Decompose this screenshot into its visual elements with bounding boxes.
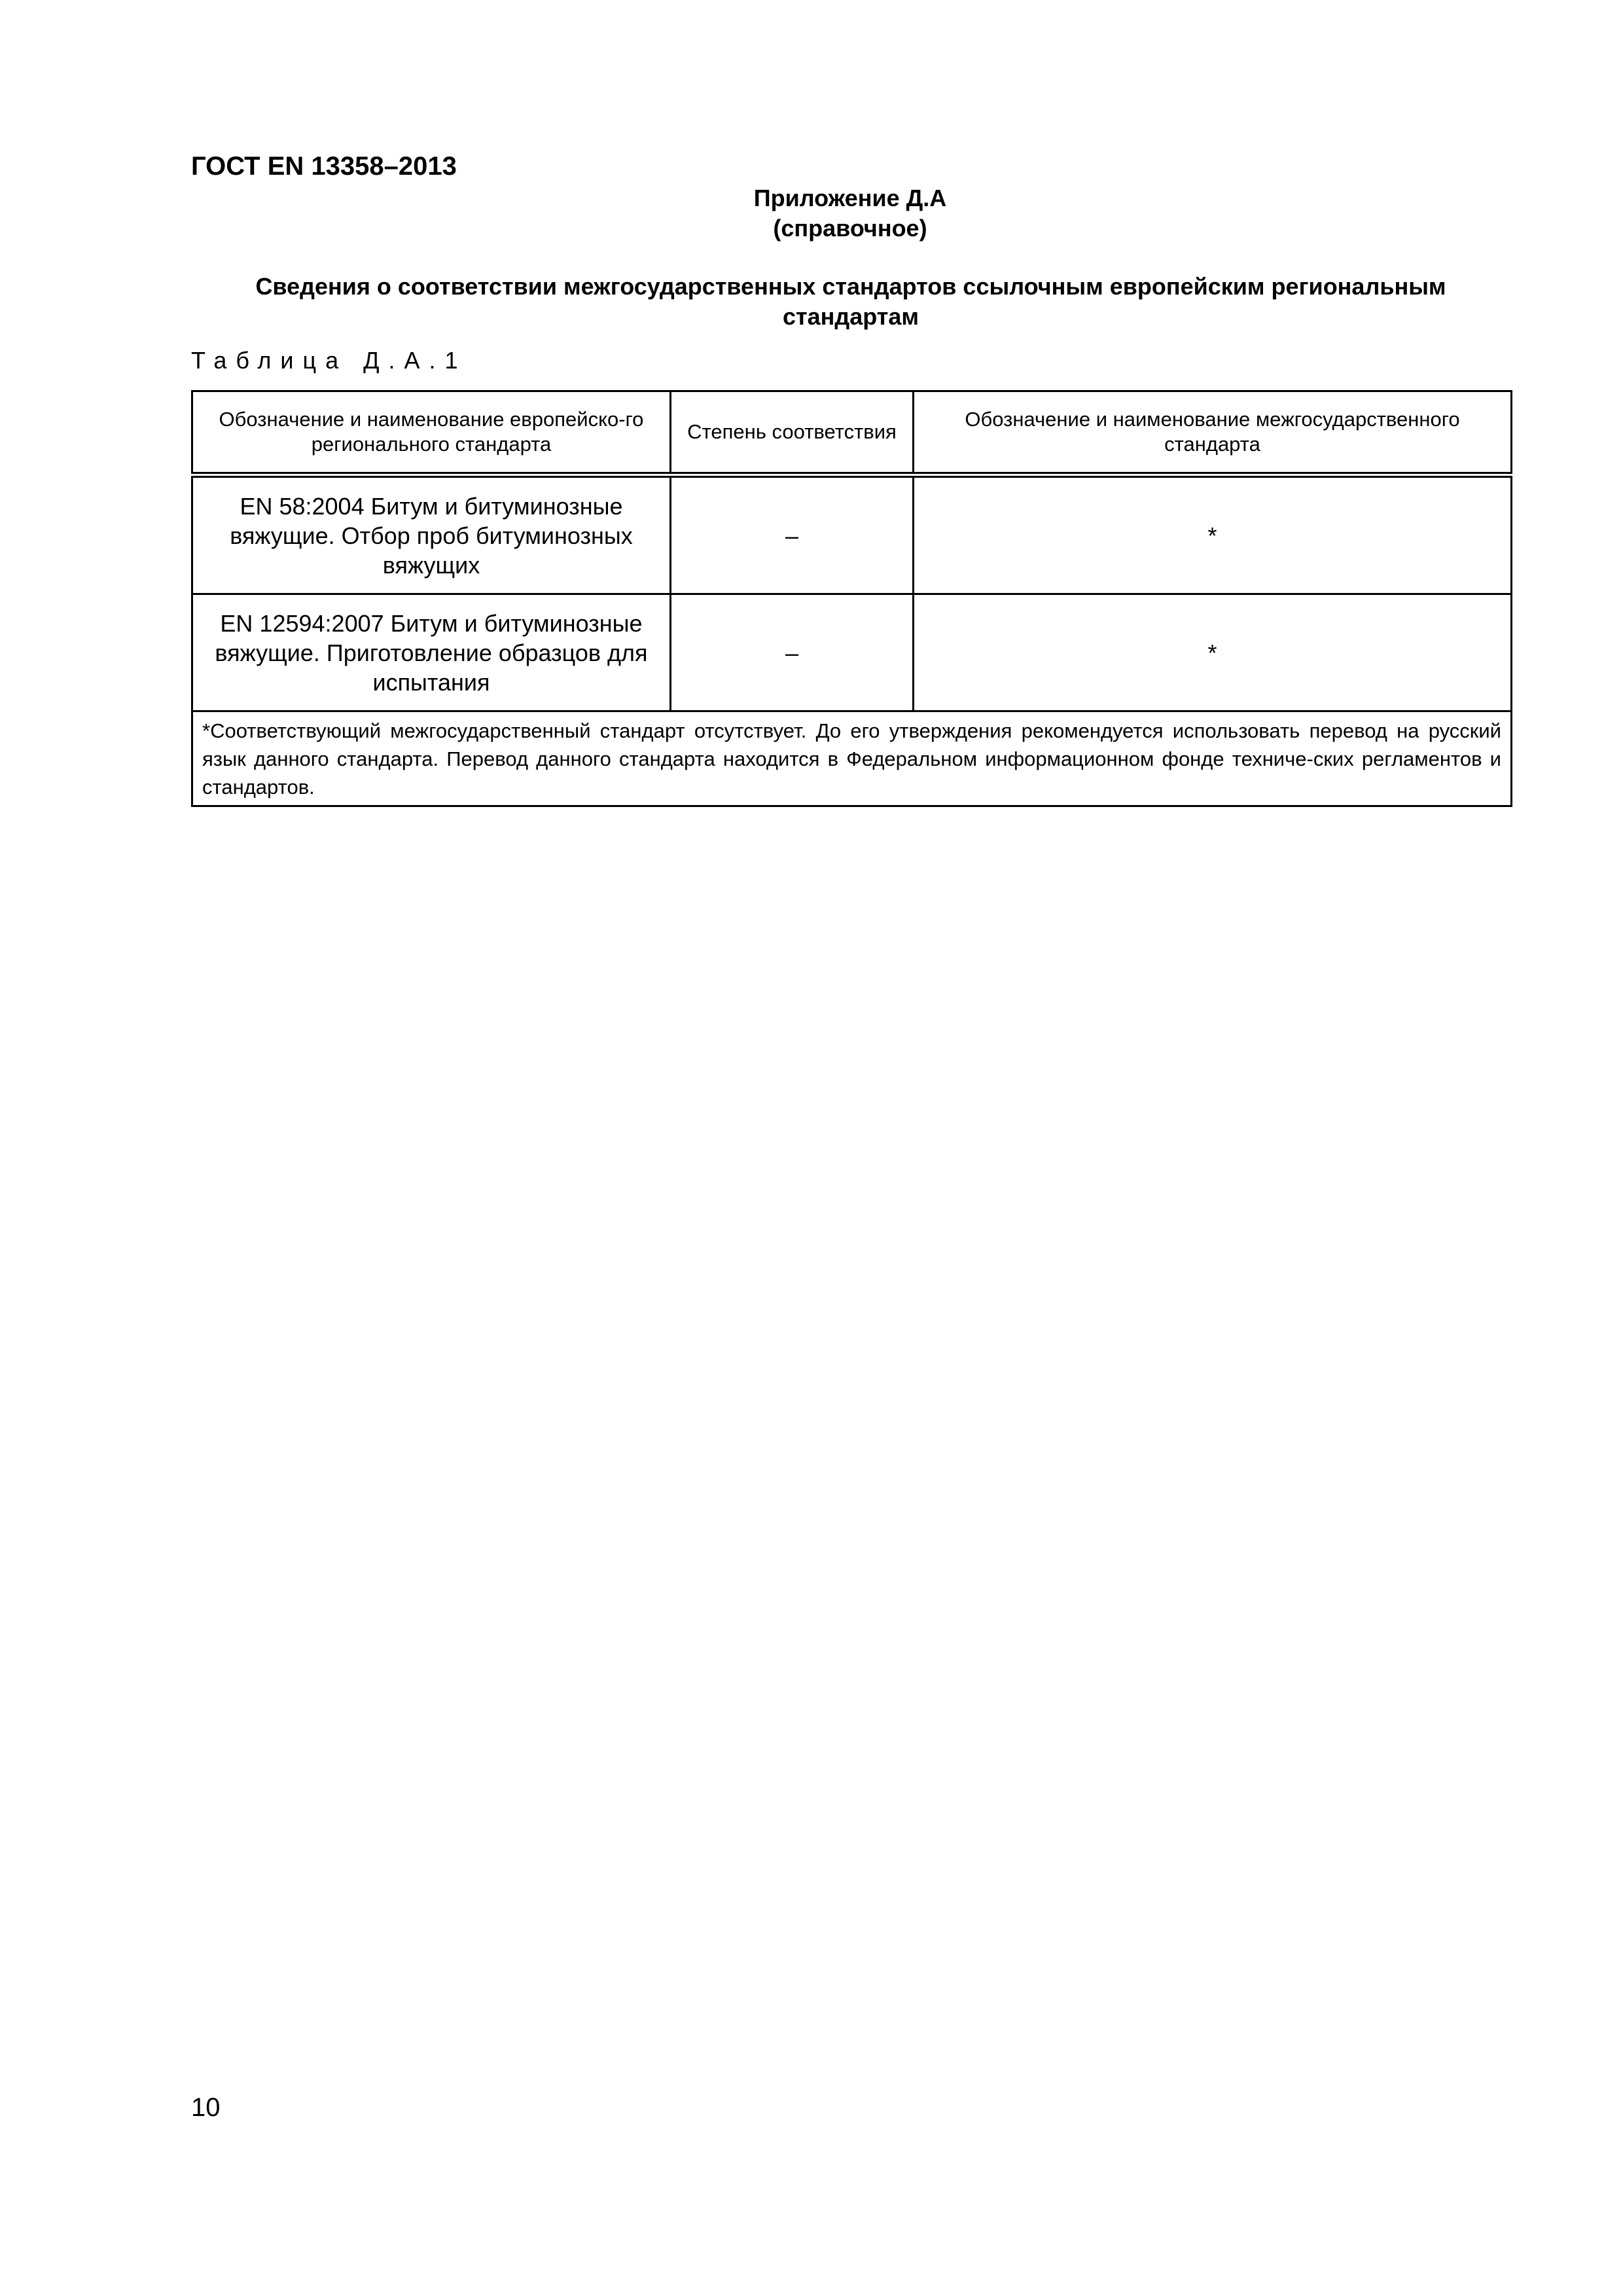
page-number: 10 [191, 2093, 221, 2122]
correspondence-table [191, 390, 1512, 807]
correspondence-table-container [191, 390, 1510, 807]
table-row [192, 475, 1512, 594]
table-caption: Таблица Д.А.1 [191, 347, 467, 374]
annex-status: (справочное) [773, 215, 927, 242]
annex-heading [0, 183, 1623, 243]
document-code: ГОСТ EN 13358–2013 [191, 152, 457, 181]
section-title: Сведения о соответствии межгосударственных стандартов ссылочным европейским региональным стандартам [255, 273, 1446, 330]
annex-title: Приложение Д.А [753, 185, 947, 211]
cell-interstate-standard: * [914, 475, 1512, 594]
column-header-european-standard: Обозначение и наименование европейско-го регионального стандарта [192, 391, 671, 475]
cell-degree: – [671, 475, 914, 594]
table-footnote: *Соответствующий межгосударственный стандарт отсутствует. До его утверждения рекомендуется использовать перевод на русский язык данного стандарта. Перевод данного стандарта находится в Федеральном информационном фонде техниче-ских регламентов и стандартов. [192, 711, 1512, 806]
column-header-interstate-standard: Обозначение и наименование межгосударственного стандарта [914, 391, 1512, 475]
table-footnote-row [192, 711, 1512, 806]
column-header-degree: Степень соответствия [671, 391, 914, 475]
cell-european-standard: EN 12594:2007 Битум и битуминозные вяжущие. Приготовление образцов для испытания [192, 594, 671, 711]
table-row [192, 594, 1512, 711]
cell-european-standard: EN 58:2004 Битум и битуминозные вяжущие. Отбор проб битуминозных вяжущих [192, 475, 671, 594]
cell-degree: – [671, 594, 914, 711]
table-header-row [192, 391, 1512, 475]
cell-interstate-standard: * [914, 594, 1512, 711]
